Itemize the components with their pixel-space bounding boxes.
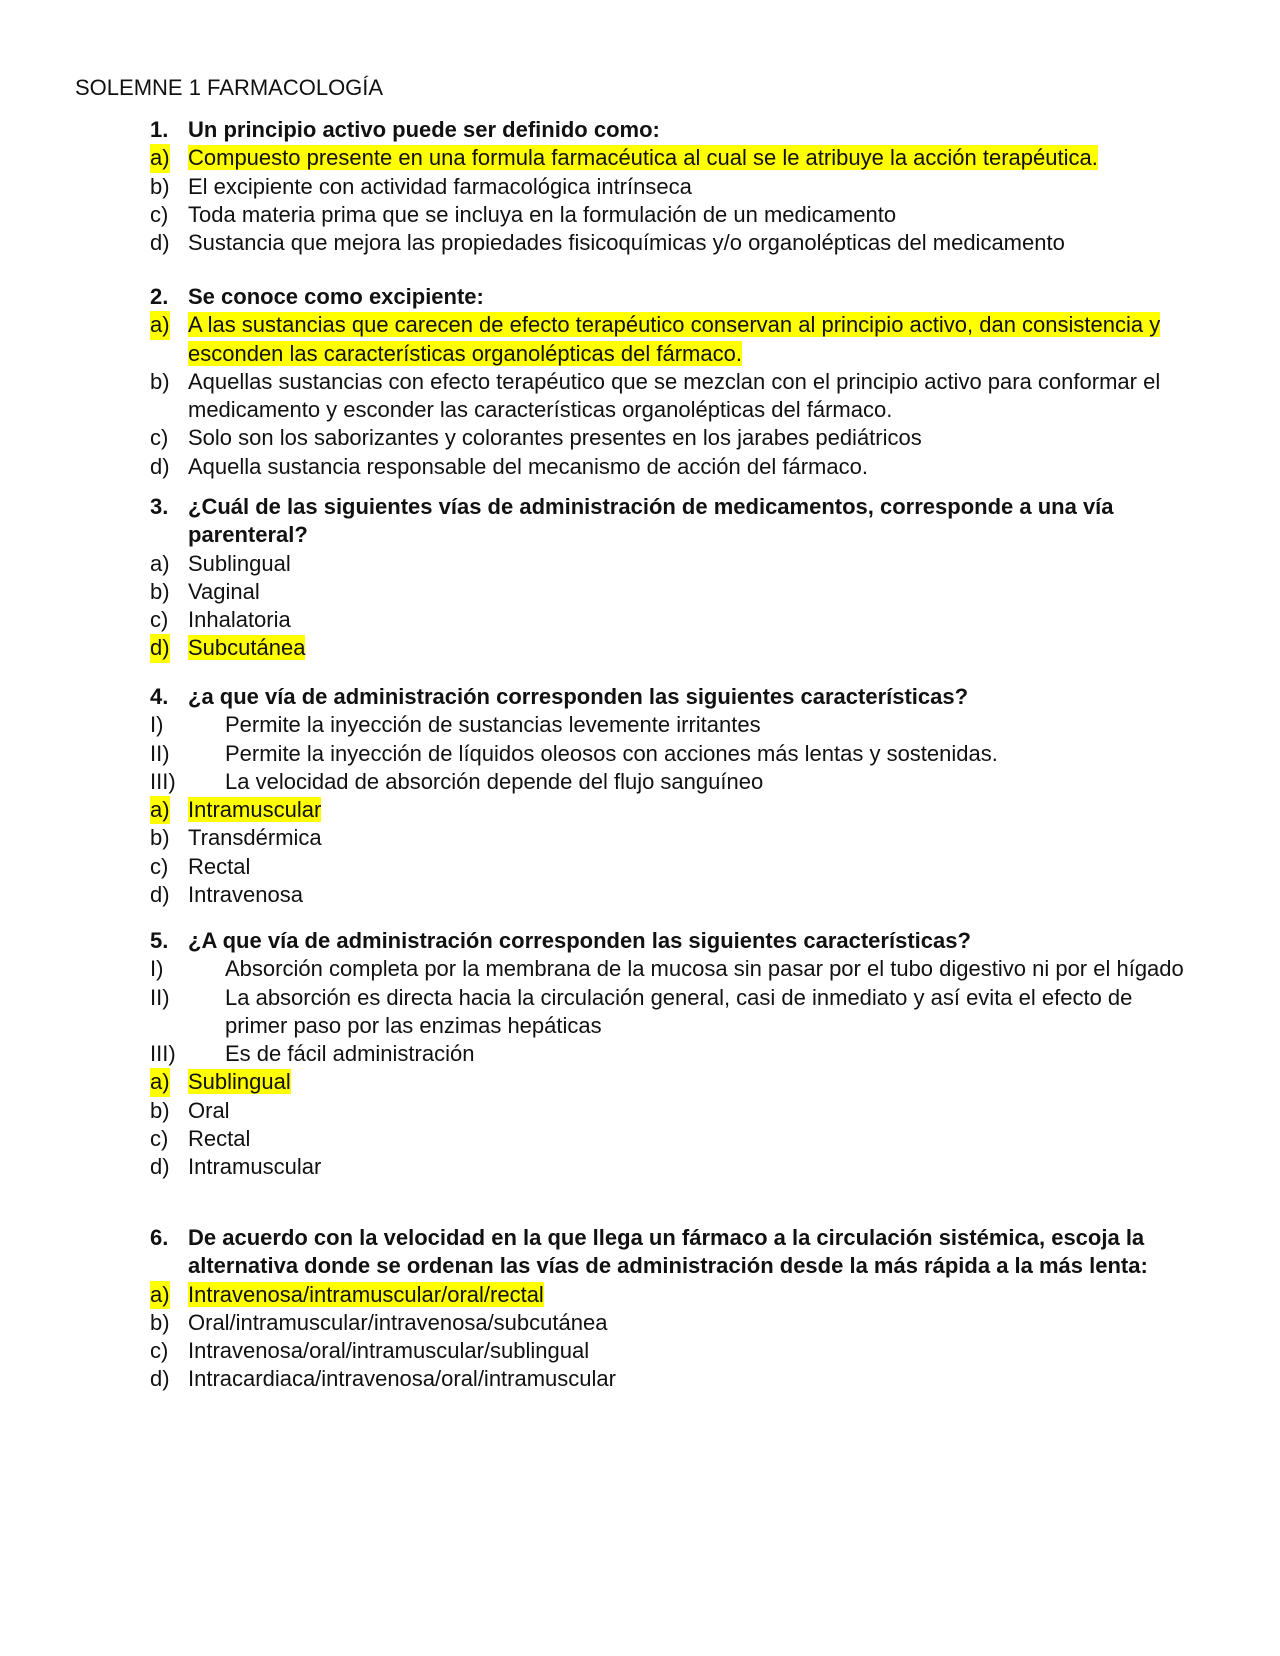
- question-heading-marker: 6.: [150, 1225, 169, 1250]
- answer-option: [150, 229, 1200, 257]
- answer-option-marker: c): [150, 607, 169, 633]
- answer-option: [150, 1309, 1200, 1337]
- statement-item-marker: I): [150, 712, 164, 738]
- answer-option: [150, 881, 1200, 909]
- answer-option: [150, 1097, 1200, 1125]
- answer-option-marker: c): [150, 1126, 169, 1152]
- question-heading: [150, 116, 1200, 144]
- answer-option-highlighted-text: Sublingual: [188, 1069, 291, 1095]
- answer-option-text: Sustancia que mejora las propiedades fisicoquímicas y/o organolépticas del medicamento: [188, 230, 1065, 256]
- answer-option-marker: c): [150, 1338, 169, 1364]
- answer-option-marker: a): [150, 550, 170, 576]
- answer-option-marker: c): [150, 201, 169, 227]
- statement-item: [150, 955, 1200, 983]
- statement-item: [150, 740, 1200, 768]
- answer-option-text: Inhalatoria: [188, 607, 291, 633]
- statement-item: [150, 711, 1200, 739]
- question-4: [150, 683, 1200, 909]
- answer-option-highlighted-marker: d): [150, 634, 170, 662]
- question-heading-marker: 2.: [150, 284, 169, 309]
- answer-option-marker: d): [150, 453, 170, 479]
- answer-option: [150, 1153, 1200, 1181]
- answer-option-highlighted: [150, 796, 1200, 824]
- question-heading-text: Un principio activo puede ser definido como:: [188, 117, 660, 142]
- question-heading-text: ¿A que vía de administración corresponden las siguientes características?: [188, 928, 971, 953]
- answer-option-highlighted: [150, 144, 1200, 172]
- answer-option: [150, 368, 1200, 425]
- statement-item-text: Permite la inyección de líquidos oleosos con acciones más lentas y sostenidas.: [225, 740, 998, 766]
- answer-option-highlighted-marker: a): [150, 796, 170, 824]
- answer-option: [150, 1365, 1200, 1393]
- question-heading: [150, 1224, 1200, 1281]
- answer-option-text: Oral/intramuscular/intravenosa/subcutánea: [188, 1309, 608, 1335]
- question-heading: [150, 683, 1200, 711]
- question-heading-marker: 4.: [150, 684, 169, 709]
- statement-item-text: Absorción completa por la membrana de la mucosa sin pasar por el tubo digestivo ni por el hígado: [225, 956, 1184, 982]
- document-title: SOLEMNE 1 FARMACOLOGÍA: [75, 75, 384, 100]
- answer-option-marker: b): [150, 825, 170, 851]
- question-heading-marker: 5.: [150, 928, 169, 953]
- answer-option: [150, 853, 1200, 881]
- statement-item-marker: II): [150, 984, 170, 1010]
- question-heading: [150, 493, 1200, 550]
- answer-option-highlighted: [150, 1281, 1200, 1309]
- answer-option-text: Oral: [188, 1097, 230, 1123]
- answer-option-marker: b): [150, 173, 170, 199]
- question-2: [150, 283, 1200, 481]
- answer-option: [150, 578, 1200, 606]
- statement-item: [150, 768, 1200, 796]
- statement-item-text: Es de fácil administración: [225, 1041, 475, 1067]
- statement-item-marker: III): [150, 1041, 176, 1067]
- answer-option-marker: d): [150, 230, 170, 256]
- answer-option-text: Aquellas sustancias con efecto terapéutico que se mezclan con el principio activo para conformar el medicamento y esconder las características organolépticas del fármaco.: [188, 368, 1161, 423]
- answer-option: [150, 201, 1200, 229]
- question-heading-text: ¿a que vía de administración corresponden las siguientes características?: [188, 684, 969, 709]
- question-5: [150, 927, 1200, 1182]
- answer-option-text: Transdérmica: [188, 825, 322, 851]
- answer-option: [150, 453, 1200, 481]
- answer-option-text: Intramuscular: [188, 1154, 322, 1180]
- question-heading-marker: 1.: [150, 117, 169, 142]
- answer-option-text: Aquella sustancia responsable del mecanismo de acción del fármaco.: [188, 453, 868, 479]
- statement-item-text: Permite la inyección de sustancias levemente irritantes: [225, 712, 761, 738]
- answer-option-highlighted-text: Intravenosa/intramuscular/oral/rectal: [188, 1281, 544, 1307]
- answer-option: [150, 824, 1200, 852]
- question-1: [150, 116, 1200, 257]
- answer-option-marker: b): [150, 1097, 170, 1123]
- answer-option-marker: c): [150, 425, 169, 451]
- question-heading-text: De acuerdo con la velocidad en la que llega un fármaco a la circulación sistémica, escoja la alternativa donde se ordenan las vías de administración desde la más rápida a la más lenta:: [188, 1225, 1148, 1279]
- answer-option-marker: c): [150, 853, 169, 879]
- question-3: [150, 493, 1200, 663]
- answer-option-text: Intracardiaca/intravenosa/oral/intramuscular: [188, 1366, 616, 1392]
- statement-item-marker: II): [150, 740, 170, 766]
- answer-option-highlighted-marker: a): [150, 1281, 170, 1309]
- answer-option-text: Intravenosa: [188, 882, 303, 908]
- answer-option-marker: d): [150, 882, 170, 908]
- question-6: [150, 1224, 1200, 1394]
- question-heading-text: ¿Cuál de las siguientes vías de administración de medicamentos, corresponde a una vía parenteral?: [188, 494, 1114, 548]
- answer-option: [150, 173, 1200, 201]
- answer-option-text: Toda materia prima que se incluya en la formulación de un medicamento: [188, 201, 897, 227]
- answer-option-highlighted-marker: a): [150, 144, 170, 172]
- statement-item-text: La velocidad de absorción depende del flujo sanguíneo: [225, 768, 764, 794]
- answer-option-text: Vaginal: [188, 578, 260, 604]
- answer-option-text: Solo son los saborizantes y colorantes presentes en los jarabes pediátricos: [188, 425, 922, 451]
- answer-option: [150, 1125, 1200, 1153]
- answer-option: [150, 1337, 1200, 1365]
- answer-option-text: Sublingual: [188, 550, 291, 576]
- statement-item-marker: III): [150, 768, 176, 794]
- statement-item-text: La absorción es directa hacia la circulación general, casi de inmediato y así evita el efecto de primer paso por las enzimas hepáticas: [225, 984, 1133, 1038]
- answer-option-marker: d): [150, 1154, 170, 1180]
- answer-option: [150, 424, 1200, 452]
- answer-option-text: El excipiente con actividad farmacológica intrínseca: [188, 173, 692, 199]
- answer-option-highlighted: [150, 1068, 1200, 1096]
- answer-option-text: Rectal: [188, 1126, 251, 1152]
- statement-item: [150, 984, 1200, 1041]
- answer-option-text: Intravenosa/oral/intramuscular/sublingual: [188, 1338, 590, 1364]
- answer-option-marker: b): [150, 1309, 170, 1335]
- answer-option-highlighted-marker: a): [150, 311, 170, 339]
- answer-option-highlighted-marker: a): [150, 1068, 170, 1096]
- answer-option-text: Rectal: [188, 853, 251, 879]
- question-heading: [150, 283, 1200, 311]
- statement-item-marker: I): [150, 956, 164, 982]
- answer-option: [150, 550, 1200, 578]
- question-heading: [150, 927, 1200, 955]
- answer-option: [150, 606, 1200, 634]
- answer-option-highlighted-text: A las sustancias que carecen de efecto terapéutico conservan al principio activo, dan consistencia y esconden las características organolépticas del fármaco.: [188, 312, 1161, 366]
- answer-option-marker: d): [150, 1366, 170, 1392]
- answer-option-marker: b): [150, 578, 170, 604]
- answer-option-highlighted-text: Intramuscular: [188, 797, 322, 823]
- answer-option-highlighted: [150, 634, 1200, 662]
- question-heading-text: Se conoce como excipiente:: [188, 284, 484, 309]
- question-heading-marker: 3.: [150, 494, 169, 519]
- answer-option-marker: b): [150, 368, 170, 394]
- statement-item: [150, 1040, 1200, 1068]
- answer-option-highlighted: [150, 311, 1200, 368]
- answer-option-highlighted-text: Subcutánea: [188, 635, 306, 661]
- answer-option-highlighted-text: Compuesto presente en una formula farmacéutica al cual se le atribuye la acción terapéutica.: [188, 145, 1098, 171]
